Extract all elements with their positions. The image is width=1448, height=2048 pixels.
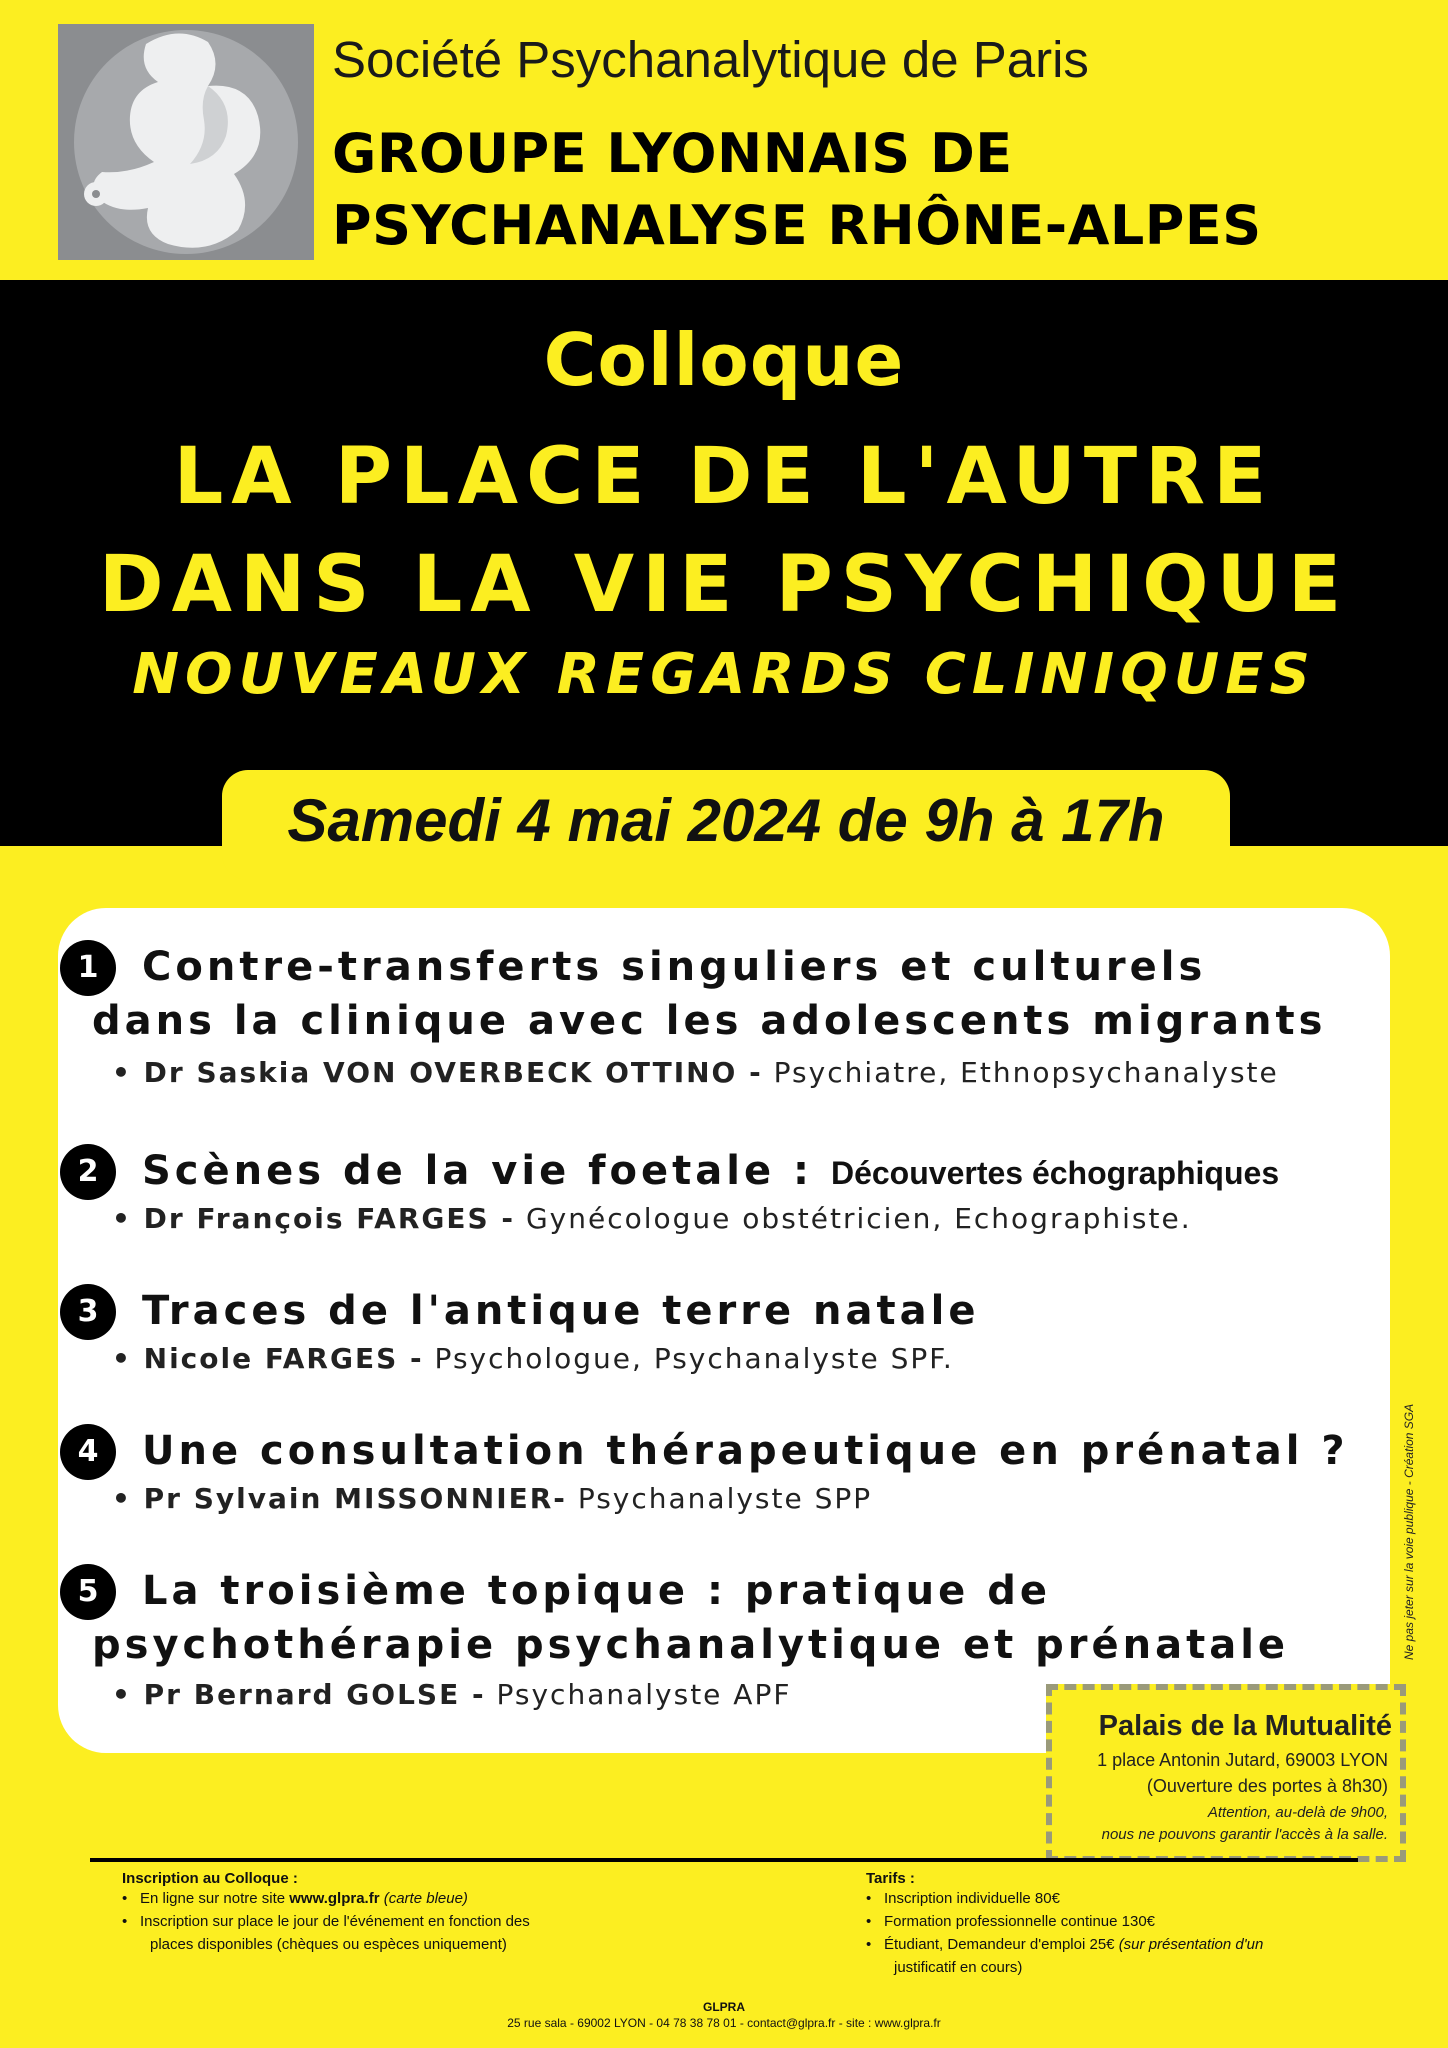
program-title-4: Une consultation thérapeutique en prénatal ? <box>142 1428 1349 1474</box>
speaker-role-4: Psychanalyste SPP <box>577 1482 873 1515</box>
venue-name: Palais de la Mutualité <box>1098 1710 1392 1742</box>
speaker-name-3: • Nicole FARGES - <box>112 1342 424 1375</box>
program-title-5-line2: psychothérapie psychanalytique et prénatale <box>92 1622 1290 1668</box>
program-title-5-line1: La troisième topique : pratique de <box>142 1568 1051 1614</box>
program-title-1-line1: Contre-transferts singuliers et culturels <box>142 944 1207 990</box>
fees-item-2: • Formation professionnelle continue 130€ <box>866 1913 1156 1930</box>
society-name: Société Psychanalytique de Paris <box>332 31 1089 88</box>
program-speaker-3 <box>112 1342 954 1375</box>
venue-address: 1 place Antonin Jutard, 69003 LYON <box>1097 1750 1388 1770</box>
group-name-line2: PSYCHANALYSE RHÔNE-ALPES <box>332 194 1262 257</box>
program-title-2 <box>142 1148 1279 1194</box>
event-date: Samedi 4 mai 2024 de 9h à 17h <box>287 787 1165 854</box>
program-number-3: 3 <box>60 1284 116 1340</box>
venue-doors: (Ouverture des portes à 8h30) <box>1146 1776 1388 1796</box>
fees-heading: Tarifs : <box>866 1870 915 1887</box>
event-title-line2: DANS LA VIE PSYCHIQUE <box>98 540 1350 630</box>
program-speaker-1 <box>112 1056 1279 1089</box>
sculpture-logo-icon <box>58 24 314 260</box>
program-speaker-4 <box>112 1482 872 1515</box>
group-name <box>332 118 1262 262</box>
program-number-5: 5 <box>60 1564 116 1620</box>
program-speaker-5 <box>112 1678 791 1711</box>
registration-item-1: • En ligne sur notre site www.glpra.fr (carte bleue) <box>122 1890 468 1907</box>
venue-warning-line1: Attention, au-delà de 9h00, <box>1207 1804 1388 1821</box>
program-title-2-main: Scènes de la vie foetale : <box>142 1148 814 1194</box>
group-name-line1: GROUPE LYONNAIS DE <box>332 122 1013 185</box>
event-kind: Colloque <box>543 318 905 402</box>
speaker-role-5: Psychanalyste APF <box>496 1678 792 1711</box>
footer-divider <box>90 1858 1358 1862</box>
program-title-3: Traces de l'antique terre natale <box>142 1288 980 1334</box>
fees-item-1: • Inscription individuelle 80€ <box>866 1890 1060 1907</box>
fees-item-3-cont: justificatif en cours) <box>894 1959 1023 1976</box>
speaker-role-2: Gynécologue obstétricien, Echographiste. <box>525 1202 1192 1235</box>
fees-item-3: • Étudiant, Demandeur d'emploi 25€ (sur présentation d'un <box>866 1936 1264 1953</box>
program-title-1-line2: dans la clinique avec les adolescents migrants <box>92 998 1327 1044</box>
program-speaker-2 <box>112 1202 1192 1235</box>
society-logo <box>58 24 314 260</box>
event-title-line1: LA PLACE DE L'AUTRE <box>173 432 1275 522</box>
speaker-name-2: • Dr François FARGES - <box>112 1202 516 1235</box>
program-number-2: 2 <box>60 1144 116 1200</box>
footer-org: GLPRA <box>703 2000 745 2014</box>
speaker-name-4: • Pr Sylvain MISSONNIER- <box>112 1482 567 1515</box>
speaker-role-1: Psychiatre, Ethnopsychanalyste <box>773 1056 1279 1089</box>
program-title-2-suffix: Découvertes échographiques <box>830 1155 1280 1191</box>
program-number-4: 4 <box>60 1424 116 1480</box>
program-number-1: 1 <box>60 940 116 996</box>
venue-warning-line2: nous ne pouvons garantir l'accès à la salle. <box>1101 1826 1388 1843</box>
registration-heading: Inscription au Colloque : <box>122 1870 298 1887</box>
speaker-name-5: • Pr Bernard GOLSE - <box>112 1678 486 1711</box>
event-subtitle: NOUVEAUX REGARDS CLINIQUES <box>132 642 1316 707</box>
registration-item-2: • Inscription sur place le jour de l'événement en fonction des <box>122 1913 530 1930</box>
registration-section <box>122 1870 612 1956</box>
footer-address: 25 rue sala - 69002 LYON - 04 78 38 78 01 - contact@glpra.fr - site : www.glpra.fr <box>507 2016 941 2030</box>
side-note: Ne pas jeter sur la voie publique - Création SGA <box>1402 1403 1416 1660</box>
registration-site-link[interactable]: www.glpra.fr <box>289 1890 380 1907</box>
speaker-role-3: Psychologue, Psychanalyste SPF. <box>434 1342 954 1375</box>
fees-section <box>866 1870 1346 1979</box>
speaker-name-1: • Dr Saskia VON OVERBECK OTTINO - <box>112 1056 763 1089</box>
registration-item-2-cont: places disponibles (chèques ou espèces uniquement) <box>150 1936 507 1953</box>
